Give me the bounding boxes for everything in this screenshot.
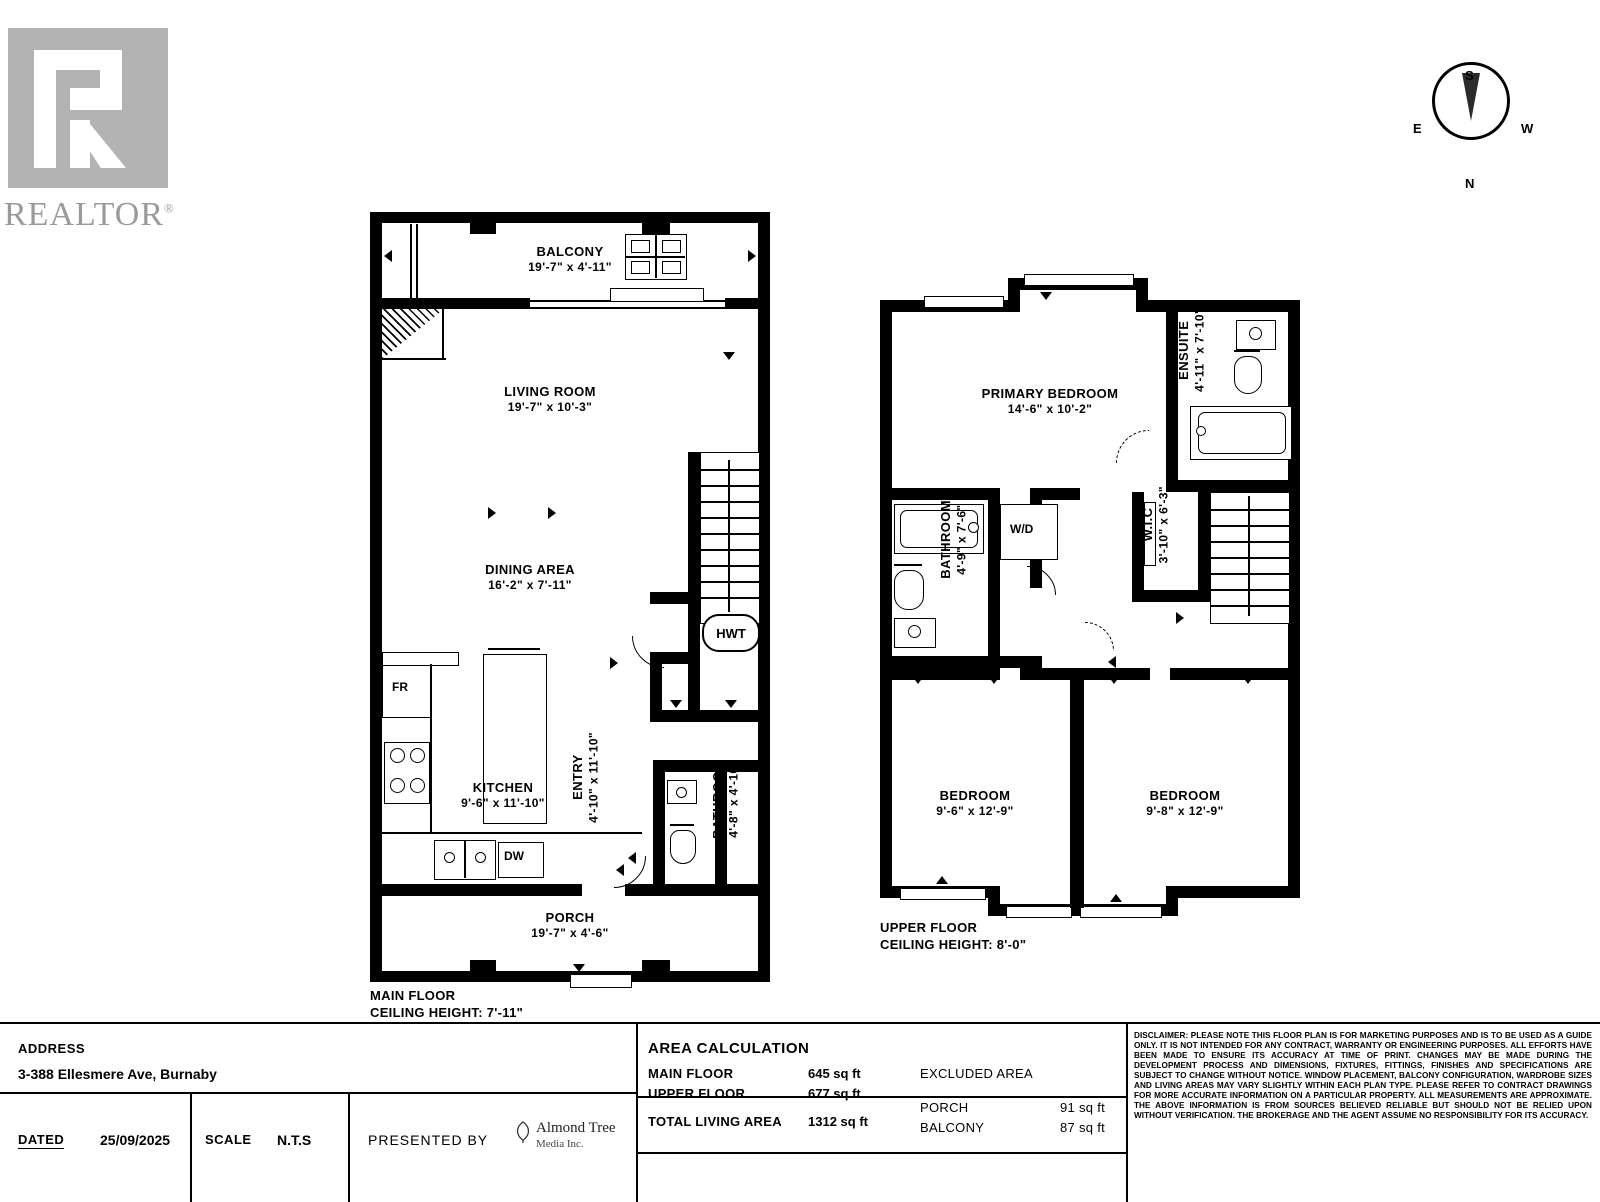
- washer-dryer-label: W/D: [1010, 522, 1034, 536]
- area-label-main: MAIN FLOOR: [648, 1066, 734, 1081]
- upper-floor-plan: [880, 278, 1300, 918]
- area-value-total: 1312 sq ft: [808, 1114, 868, 1129]
- compass-label-e: E: [1413, 121, 1422, 136]
- excluded-label-balcony: BALCONY: [920, 1120, 985, 1135]
- wall-bedroom-divider: [1070, 668, 1084, 908]
- hwt-tank: HWT: [702, 614, 760, 652]
- address-value: 3-388 Ellesmere Ave, Burnaby: [18, 1066, 217, 1082]
- wall-balcony-divider-left: [370, 298, 530, 309]
- leaf-icon: [512, 1120, 534, 1144]
- wall-bath-upper-bottom: [880, 656, 1042, 668]
- realtor-r-logo: [8, 28, 168, 188]
- room-label-bathroom-upper: BATHROOM 4'-9" x 7'-6": [938, 500, 969, 579]
- wall-balcony-divider-right: [725, 298, 770, 309]
- area-value-main: 645 sq ft: [808, 1066, 861, 1081]
- excluded-label-porch: PORCH: [920, 1100, 969, 1115]
- room-label-primary-bedroom: PRIMARY BEDROOM 14'-6" x 10'-2": [981, 386, 1119, 417]
- room-label-dining-area: DINING AREA 16'-2" x 7'-11": [485, 562, 575, 593]
- presented-by-label: PRESENTED BY: [368, 1132, 489, 1148]
- presenter-sub: Media Inc.: [536, 1138, 584, 1150]
- dated-value: 25/09/2025: [100, 1132, 171, 1148]
- area-label-total: TOTAL LIVING AREA: [648, 1114, 782, 1129]
- room-label-bedroom-2: BEDROOM 9'-8" x 12'-9": [1146, 788, 1224, 819]
- upper-floor-caption: UPPER FLOOR CEILING HEIGHT: 8'-0": [880, 920, 1027, 952]
- room-label-ensuite: ENSUITE 4'-11" x 7'-10": [1176, 308, 1207, 392]
- scale-label: SCALE: [205, 1132, 252, 1147]
- wall-bath-upper-top: [880, 488, 1000, 500]
- wall-porch-divider-left: [382, 884, 582, 896]
- wall-stair-left: [688, 452, 700, 660]
- main-floor-caption: MAIN FLOOR CEILING HEIGHT: 7'-11": [370, 988, 524, 1020]
- room-label-bathroom-main: BATHROOM 4'-8" x 4'-10": [710, 760, 741, 839]
- divider-area-total: [636, 1152, 1126, 1154]
- scale-value: N.T.S: [277, 1132, 312, 1148]
- room-label-porch: PORCH 19'-7" x 4'-6": [531, 910, 609, 941]
- upper-toilet: [894, 570, 924, 610]
- post-balcony-right: [642, 212, 670, 234]
- dishwasher-label: DW: [504, 849, 524, 863]
- area-calculation-title: AREA CALCULATION: [648, 1040, 810, 1057]
- excluded-value-balcony: 87 sq ft: [1060, 1120, 1106, 1135]
- compass-label-n: N: [1465, 176, 1475, 191]
- room-label-living-room: LIVING ROOM 19'-7" x 10'-3": [504, 384, 596, 415]
- area-value-upper: 677 sq ft: [808, 1086, 861, 1101]
- wall-porch-divider-right: [625, 884, 770, 896]
- disclaimer-text: DISCLAIMER: PLEASE NOTE THIS FLOOR PLAN IS FOR MARKETING PURPOSES AND IS TO BE USED AS A GUIDE ONLY. IT IS NOT INTENDED FOR ANY CONTRACT, WARRANTY OR ENGINEERING PURPOSES. ALL EFFORTS HAVE BEEN MADE TO ENSURE ITS ACCURACY AT TIME OF PRINT. CHANGES MAY BE MADE DURING THE DEVELOPMENT PROCESS AND DIMENSIONS, FIXTURES, FITTINGS, FINISHES AND SPECIFICATIONS ARE SUBJECT TO CHANGE WITHOUT NOTICE. WINDOW PLACEMENT, BALCONY CONFIGURATION, WARDROBE SIZES AND LIVING AREAS MAY VARY SLIGHTLY WITHIN EACH PLAN TYPE. PLEASE REFER TO CONTRACT DRAWINGS FOR MORE ACCURATE INFORMATION ON A PARTICULAR PROPERTY. ALL MEASUREMENTS ARE APPROXIMATE. THE ABOVE INFORMATION IS FROM SOURCES BELIEVED RELIABLE BUT SHOULD NOT BE RELIED UPON WITHOUT VERIFICATION. THE BROKERAGE AND THE AGENT ASSUME NO RESPONSIBILITY FOR ITS ACCURACY.: [1134, 1031, 1592, 1120]
- staircase-main: [700, 452, 760, 624]
- compass-label-w: W: [1521, 121, 1534, 136]
- wall-stair-bottom: [650, 592, 700, 604]
- wall-main-left: [370, 212, 382, 982]
- excluded-area-title: EXCLUDED AREA: [920, 1066, 1033, 1081]
- area-label-upper: UPPER FLOOR: [648, 1086, 746, 1101]
- address-label: ADDRESS: [18, 1041, 86, 1056]
- post-balcony-left: [470, 212, 496, 234]
- room-label-kitchen: KITCHEN 9'-6" x 11'-10": [461, 780, 545, 811]
- compass-label-s: S: [1465, 68, 1474, 83]
- divider-address: [0, 1092, 636, 1094]
- presenter-name: Almond Tree: [536, 1120, 616, 1136]
- room-label-wic: W.I.C 3'-10" x 6'-3": [1140, 486, 1171, 564]
- wall-main-top: [370, 212, 770, 223]
- room-label-entry: ENTRY 4'-10" x 11'-10": [570, 732, 601, 823]
- room-label-balcony: BALCONY 19'-7" x 4'-11": [528, 244, 612, 275]
- fireplace-hatch: [382, 309, 444, 359]
- excluded-value-porch: 91 sq ft: [1060, 1100, 1106, 1115]
- room-label-bedroom-1: BEDROOM 9'-6" x 12'-9": [936, 788, 1014, 819]
- main-floor-plan: [370, 212, 790, 1002]
- fridge-label: FR: [392, 680, 408, 694]
- realtor-wordmark: REALTOR®: [4, 196, 175, 233]
- dated-label: DATED: [18, 1132, 65, 1147]
- divider-left: [636, 1024, 638, 1202]
- divider-right: [1126, 1024, 1128, 1202]
